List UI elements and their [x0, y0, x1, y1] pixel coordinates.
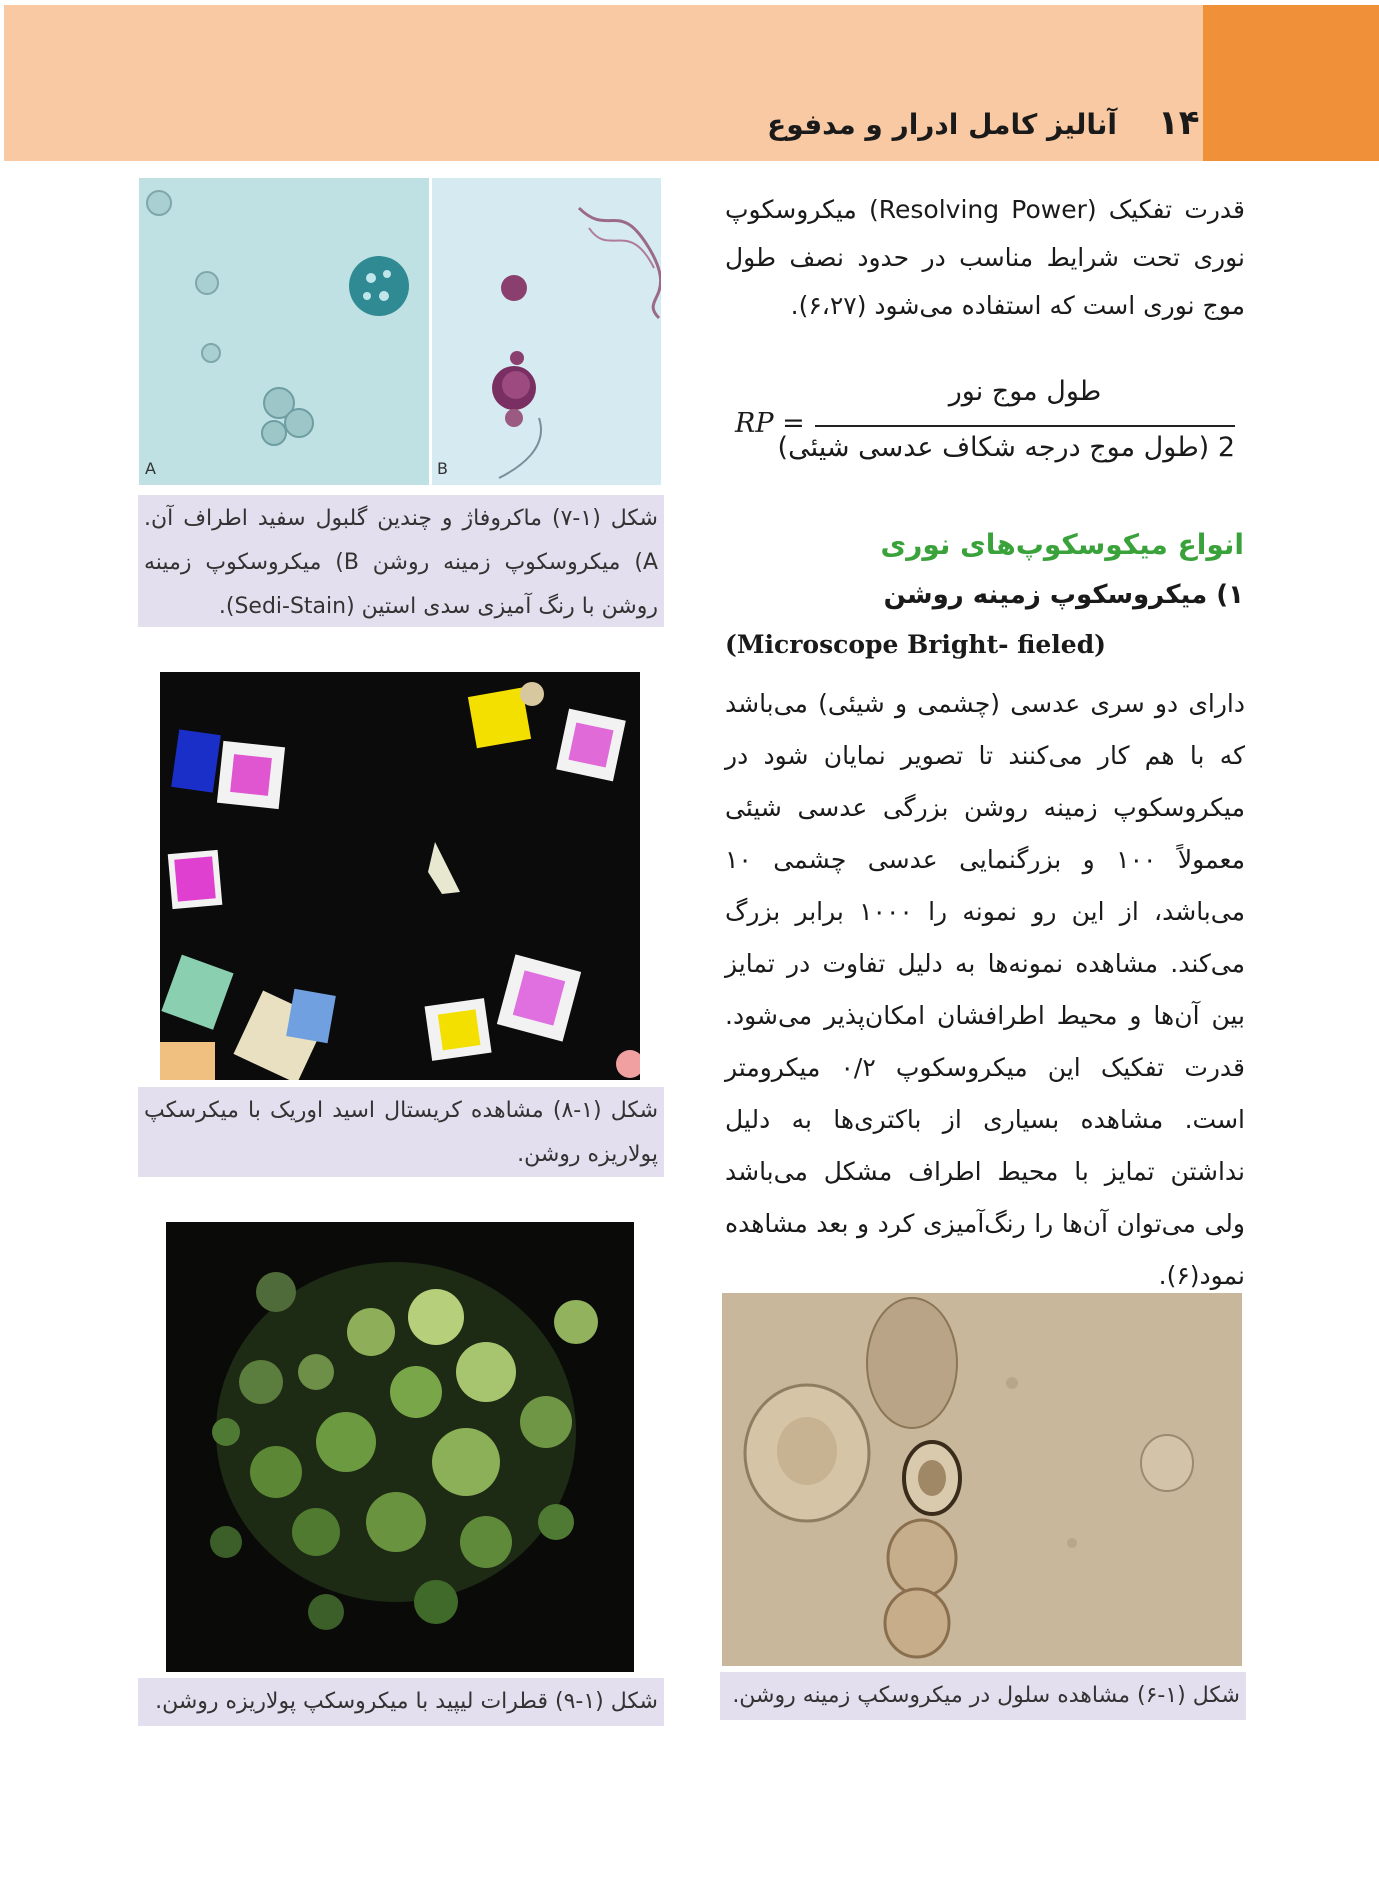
figure-1-6-image [722, 1293, 1242, 1666]
fraction-bar [815, 425, 1235, 427]
figure-1-9-caption: شکل (۱-۹) قطرات لیپید با میکروسکپ پولاریزه روشن. [138, 1678, 664, 1726]
figure-1-7-caption: شکل (۱-۷) ماکروفاژ و چندین گلبول سفید اطراف آن. A) میکروسکوپ زمینه روشن B) میکروسکوپ زمینه روشن با رنگ آمیزی سدی استین (Sedi-Stain). [138, 495, 664, 627]
figure-1-7-image [139, 178, 661, 485]
panel-a-label: A [145, 459, 156, 478]
lipid-droplets-micrograph [166, 1222, 634, 1672]
chapter-title: آنالیز کامل ادرار و مدفوع [767, 108, 1117, 141]
english-heading: (Microscope Bright- fieled) [725, 630, 1107, 659]
section-heading: انواع میکوسکوپ‌های نوری [880, 528, 1244, 561]
figure-1-6-caption: شکل (۱-۶) مشاهده سلول در میکروسکپ زمینه روشن. [720, 1672, 1246, 1720]
figure-1-8-image [160, 672, 640, 1080]
bright-field-cells-micrograph [722, 1293, 1242, 1666]
panel-b-label: B [437, 459, 448, 478]
figure-1-8-caption: شکل (۱-۸) مشاهده کریستال اسید اوریک با میکرسکپ پولاریزه روشن. [138, 1087, 664, 1177]
header-tab [1203, 5, 1379, 161]
rp-formula [735, 376, 1235, 476]
intro-paragraph: قدرت تفکیک (Resolving Power) میکروسکوپ نوری تحت شرایط مناسب در حدود نصف طول موج نوری است که استفاده می‌شود (۶،۲۷). [725, 195, 1245, 320]
formula-numerator: طول موج نور [948, 376, 1102, 407]
figure-1-9-image [166, 1222, 634, 1672]
uric-acid-crystals-micrograph [160, 672, 640, 1080]
page-number: ۱۴ [1158, 103, 1200, 143]
subheading: ۱) میکروسکوپ زمینه روشن [883, 580, 1244, 610]
macrophage-micrograph [139, 178, 661, 485]
formula-lhs: RP = [735, 408, 805, 439]
description-paragraph: دارای دو سری عدسی (چشمی و شیئی) می‌باشد که با هم کار می‌کنند تا تصویر نمایان شود در میکروسکوپ زمینه روشن بزرگی عدسی شیئی معمولاً ۱۰۰ و بزرگنمایی عدسی چشمی ۱۰ می‌باشد، از این رو نمونه را ۱۰۰۰ برابر بزرگ می‌کند. مشاهده نمونه‌ها به دلیل تفاوت در تمایز بین آن‌ها و محیط اطرافشان امکان‌پذیر می‌شود. قدرت تفکیک این میکروسکوپ ۰/۲ میکرومتر است. مشاهده بسیاری از باکتری‌ها به دلیل نداشتن تمایز با محیط اطراف مشکل می‌باشد ولی می‌توان آن‌ها را رنگ‌آمیزی کرد و بعد مشاهده نمود(۶). [725, 689, 1245, 1290]
formula-denominator: 2 (طول موج درجه شکاف عدسی شیئی) [777, 432, 1235, 463]
